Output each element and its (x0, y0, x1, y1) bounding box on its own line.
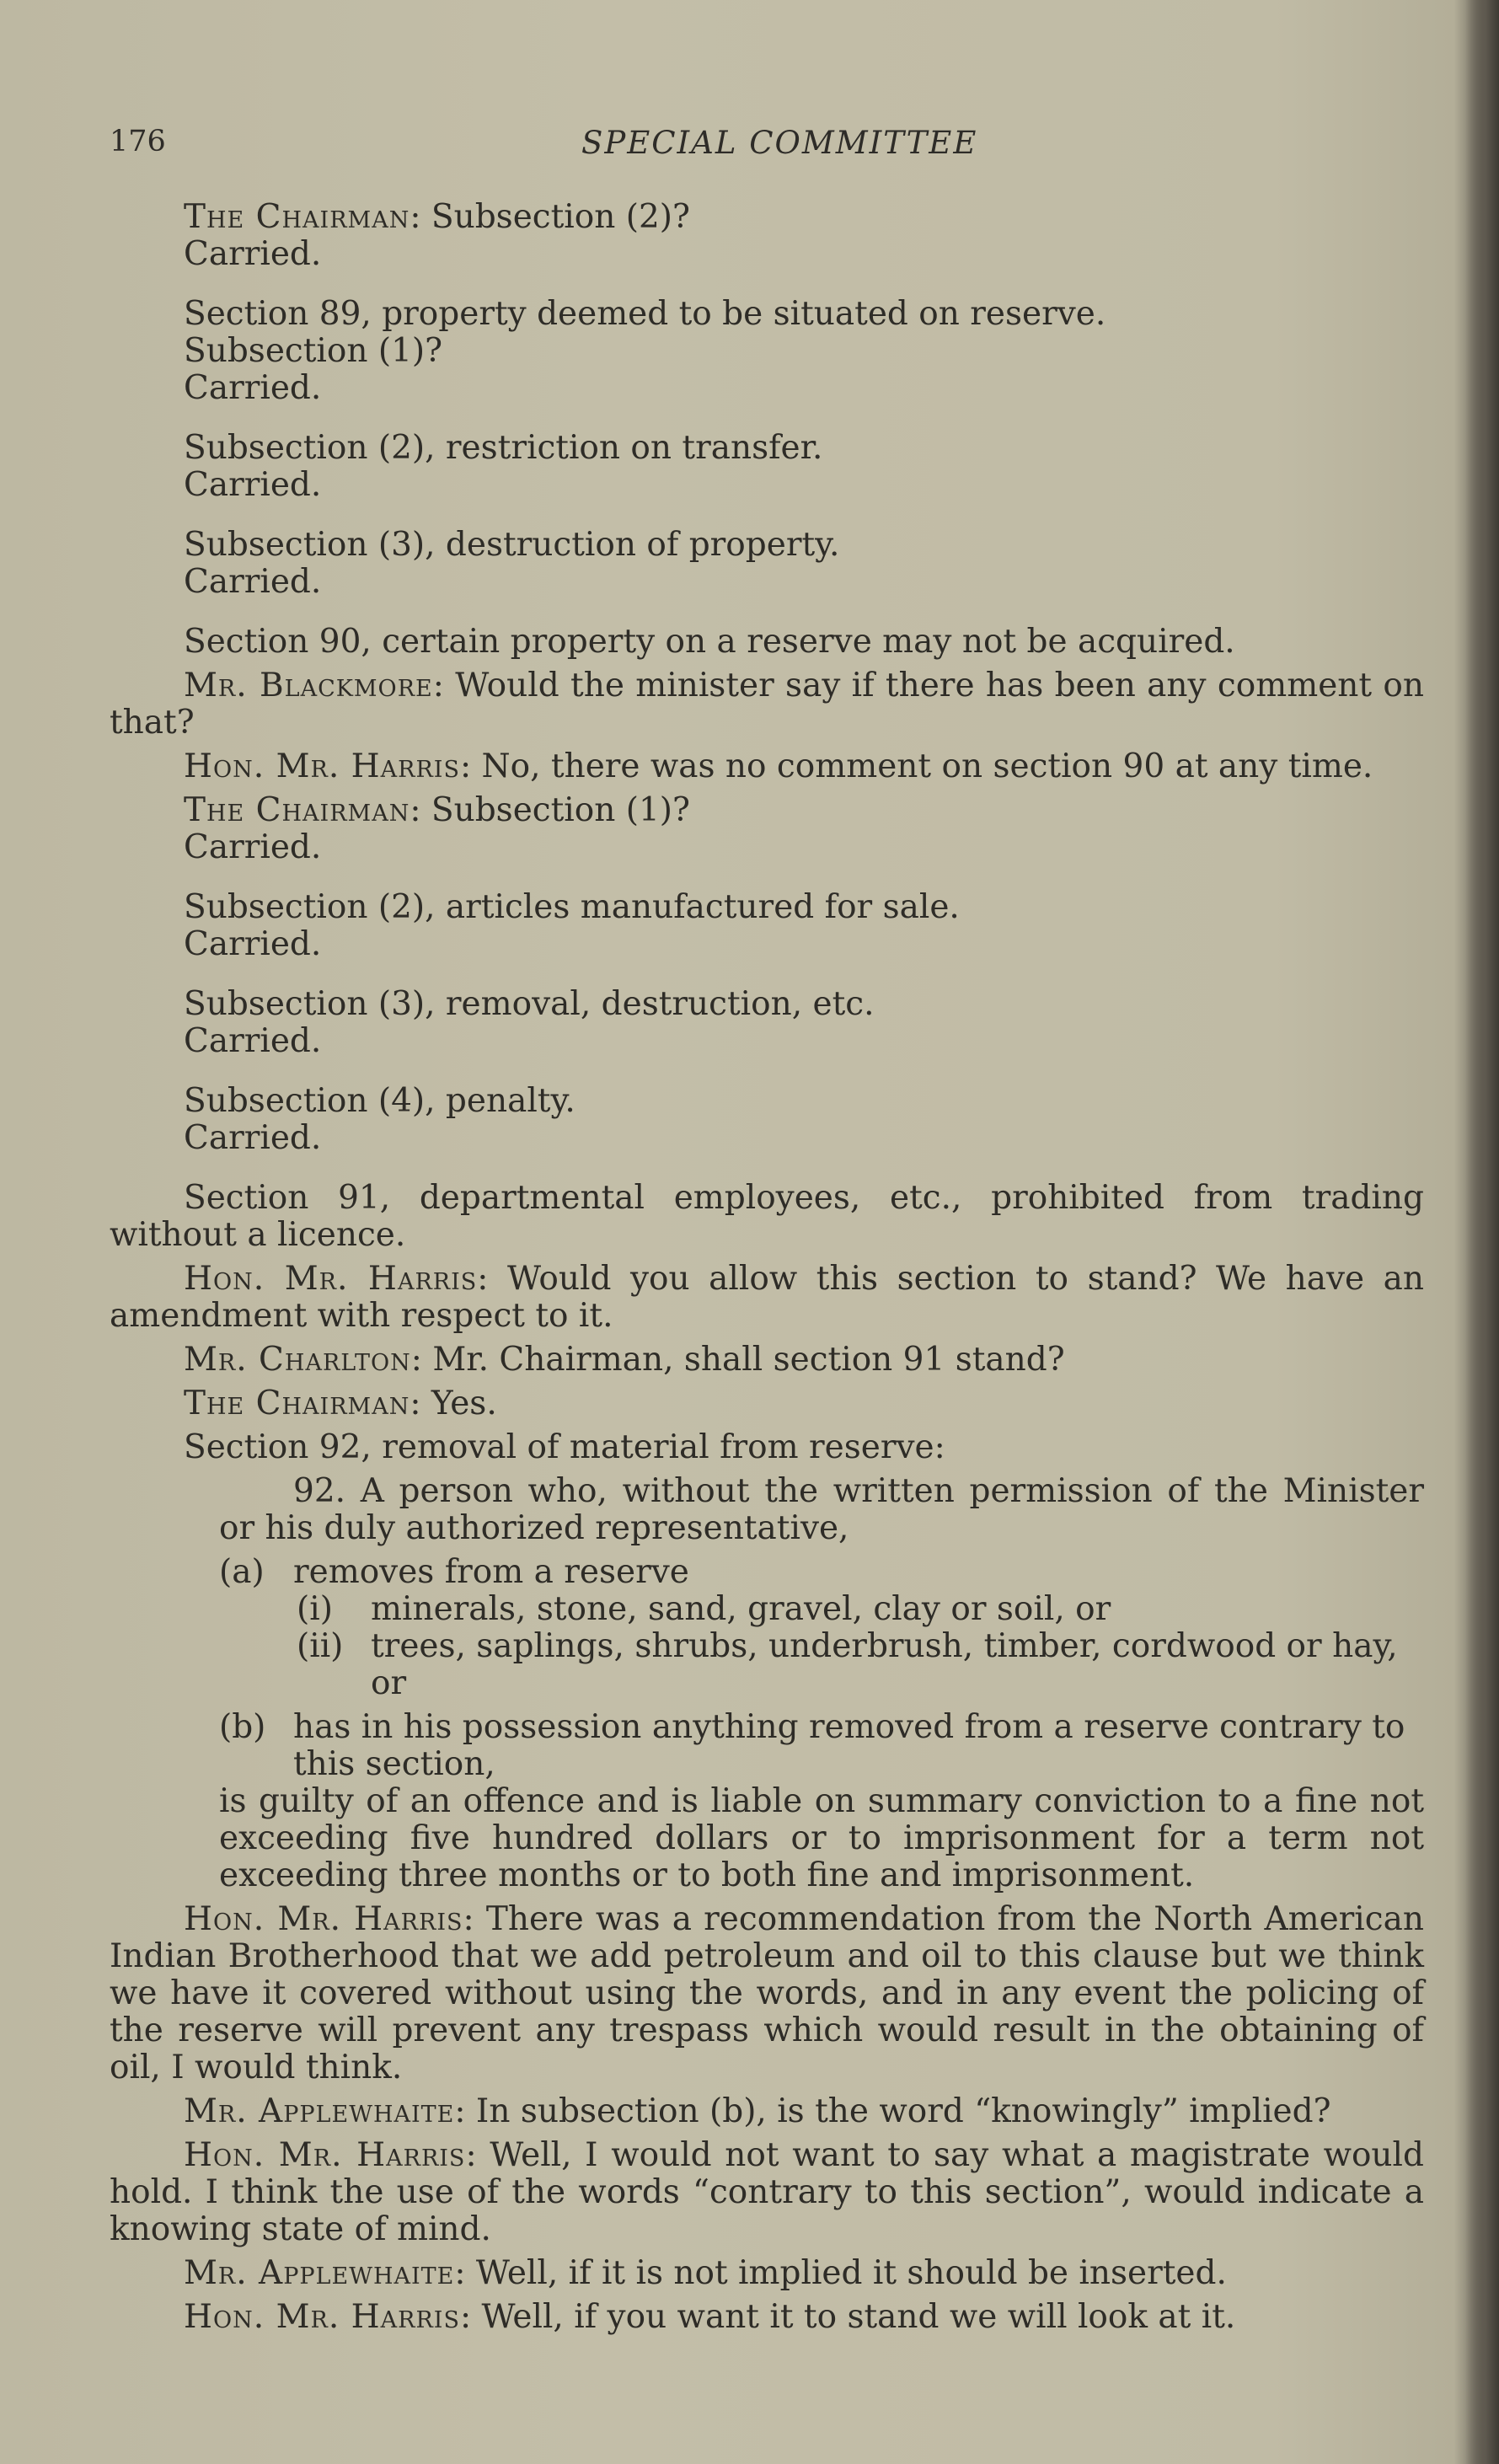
paragraph: Subsection (1)? (184, 332, 443, 370)
paragraph: Hon. Mr. Harris: Well, if you want it to stand we will look at it. (184, 2298, 1236, 2336)
speaker: Hon. Mr. Harris (184, 2298, 460, 2336)
paragraph: Section 91, departmental employees, etc., prohibited from trading without a licence. (110, 1179, 1424, 1254)
paragraph: Mr. Applewhaite: In subsection (b), is the word “knowingly” implied? (184, 2092, 1331, 2130)
paragraph: Subsection (4), penalty. (184, 1082, 576, 1120)
paragraph: Carried. (184, 828, 322, 866)
speaker: The Chairman (184, 198, 410, 236)
paragraph: Subsection (2), articles manufactured for sale. (184, 888, 960, 926)
quoted-sub-ii: (ii) trees, saplings, shrubs, underbrush, timber, cordwood or hay, or (297, 1627, 1398, 1702)
paragraph: Carried. (184, 235, 322, 273)
paragraph: The Chairman: Subsection (1)? (184, 791, 690, 829)
paragraph: The Chairman: Subsection (2)? (184, 198, 690, 236)
paragraph: Carried. (184, 1119, 322, 1157)
paragraph: Carried. (184, 1022, 322, 1060)
speaker: Hon. Mr. Harris (184, 1260, 478, 1298)
paragraph: Section 92, removal of material from reserve: (184, 1428, 945, 1466)
paragraph: Section 90, certain property on a reserve may not be acquired. (184, 623, 1235, 661)
paragraph: Mr. Charlton: Mr. Chairman, shall section 91 stand? (184, 1341, 1065, 1379)
quoted-closing: is guilty of an offence and is liable on summary conviction to a fine not exceeding five hundred dollars or to imprisonment for a term not exceeding three months or to both fine and imprisonment. (219, 1782, 1424, 1894)
page-binding-edge (1465, 0, 1499, 2464)
paragraph: Mr. Applewhaite: Well, if it is not implied it should be inserted. (184, 2254, 1227, 2292)
quoted-sub-i: (i) minerals, stone, sand, gravel, clay or soil, or (297, 1590, 1111, 1628)
quoted-intro: 92. A person who, without the written permission of the Minister or his duly authorized representative, (219, 1472, 1424, 1547)
quoted-section (110, 1473, 1424, 1894)
paragraph: Carried. (184, 466, 322, 504)
paragraph: Subsection (3), destruction of property. (184, 526, 840, 564)
speaker: Mr. Applewhaite (184, 2092, 455, 2130)
speaker: Hon. Mr. Harris (184, 1900, 463, 1938)
speaker: Mr. Blackmore (184, 667, 433, 704)
paragraph: Carried. (184, 369, 322, 407)
paragraph: Section 89, property deemed to be situated on reserve. (184, 295, 1106, 333)
paragraph: Hon. Mr. Harris: Would you allow this section to stand? We have an amendment with respect to it. (110, 1260, 1424, 1335)
paragraph: Mr. Blackmore: Would the minister say if there has been any comment on that? (110, 667, 1424, 742)
transcript-body (110, 199, 1424, 2336)
speaker: The Chairman (184, 791, 410, 829)
paragraph: Carried. (184, 563, 322, 601)
running-head: SPECIAL COMMITTEE (581, 125, 978, 161)
speaker: Mr. Applewhaite (184, 2254, 455, 2292)
paragraph: Hon. Mr. Harris: No, there was no comment on section 90 at any time. (184, 747, 1373, 785)
paragraph: The Chairman: Yes. (184, 1385, 497, 1422)
paragraph: Subsection (3), removal, destruction, etc. (184, 985, 875, 1023)
quoted-item-a: (a) removes from a reserve (219, 1553, 689, 1591)
paragraph: Hon. Mr. Harris: Well, I would not want to say what a magistrate would hold. I think the use of the words “contrary to this section”, would indicate a knowing state of mind. (110, 2136, 1424, 2248)
speaker: Mr. Charlton (184, 1341, 411, 1379)
page-number: 176 (110, 125, 166, 158)
speaker: The Chairman (184, 1385, 410, 1422)
paragraph: Carried. (184, 925, 322, 963)
speaker: Hon. Mr. Harris (184, 747, 460, 785)
quoted-item-b: (b) has in his possession anything removed from a reserve contrary to this section, (219, 1708, 1405, 1783)
paragraph: Subsection (2), restriction on transfer. (184, 429, 823, 467)
paragraph: Hon. Mr. Harris: There was a recommendation from the North American Indian Brotherhood that we add petroleum and oil to this clause but we think we have it covered without using the words, and in any event the policing of the reserve will prevent any trespass which would result in the obtaining of oil, I would think. (110, 1900, 1424, 2086)
page-header (110, 125, 1339, 167)
speaker: Hon. Mr. Harris (184, 2136, 466, 2174)
